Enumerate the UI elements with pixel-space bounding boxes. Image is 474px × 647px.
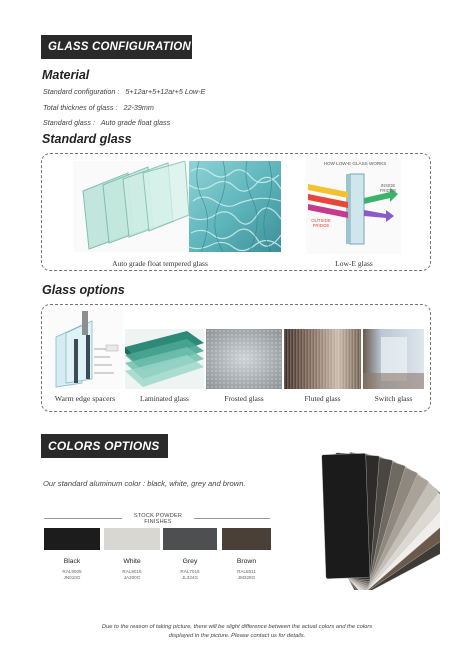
material-row-standard-glass [43,118,170,127]
material-label: Standard glass : [43,118,95,127]
caption-float-tempered-glass: Auto grade float tempered glass [112,259,208,268]
material-row-thickness [43,103,154,112]
caption-fluted-glass: Fluted glass [304,394,341,403]
swatch-code-black [44,569,100,581]
swatch-code-grey [163,569,217,581]
glass-options-heading: Glass options [42,283,125,297]
caption-laminated-glass: Laminated glass [140,394,189,403]
frosted-glass-image [206,329,282,389]
ral-code: RAL9016 [122,569,142,574]
caption-frosted-glass: Frosted glass [224,394,264,403]
section-banner-glass-configuration: GLASS CONFIGURATION [41,35,192,59]
low-e-diagram [306,158,401,254]
swatch-name-black: Black [63,558,81,565]
swatch-code-white [104,569,160,581]
swatch-name-grey: Grey [182,558,198,565]
swatch-white [104,528,160,550]
finish-code: JL324G [181,575,199,580]
ral-code: RAL9005 [62,569,82,574]
finish-code: JN010G [63,575,81,580]
section-banner-colors-options: COLORS OPTIONS [41,434,168,458]
footer-note-line-2: displayed in the picture. Please contact us for details. [168,633,306,639]
swatch-black [44,528,100,550]
warm-edge-spacer-image [48,309,123,389]
fluted-glass-image [284,329,361,389]
standard-glass-heading: Standard glass [42,132,132,146]
textured-glass-image [189,161,281,252]
material-row-configuration [43,87,205,96]
swatch-name-white: White [123,558,141,565]
color-fan-image [290,440,440,590]
low-e-diagram-title: HOW LOW-E GLASS WORKS [323,161,387,166]
stock-finishes-title: STOCK POWDER FINISHES [122,513,194,525]
swatch-code-brown [222,569,271,581]
fan-card [322,453,370,578]
low-e-outside-label: OUTSIDE FRIDGE [311,218,331,228]
swatch-brown [222,528,271,550]
ral-code: RAL8011 [237,569,256,574]
material-value: Auto grade float glass [100,118,171,127]
laminated-glass-image [125,329,204,389]
float-glass-image [73,161,190,252]
material-label: Total thicknes of glass : [43,103,118,112]
colors-intro-text: Our standard aluminum color : black, white, grey and brown. [43,479,246,488]
caption-switch-glass: Switch glass [374,394,413,403]
ral-code: RAL7016 [180,569,200,574]
switch-glass-image [363,329,424,389]
caption-warm-edge-spacers: Warm edge spacers [54,394,116,403]
material-heading: Material [42,68,90,82]
footer-note [40,623,434,641]
finish-code: JM328G [237,575,256,580]
material-label: Standard configuration : [43,87,120,96]
swatch-grey [163,528,217,550]
finish-code: JA300G [123,575,141,580]
swatch-name-brown: Brown [236,558,257,565]
material-value: 5+12ar+5+12ar+5 Low-E [125,87,206,96]
caption-low-e-glass: Low-E glass [335,259,373,268]
low-e-inside-label: INSIDE FRIDGE [379,183,397,193]
footer-note-line-1: Due to the reason of taking picture, there will be slight difference between the actual colors and the colors [101,624,373,630]
material-value: 22-39mm [123,103,154,112]
